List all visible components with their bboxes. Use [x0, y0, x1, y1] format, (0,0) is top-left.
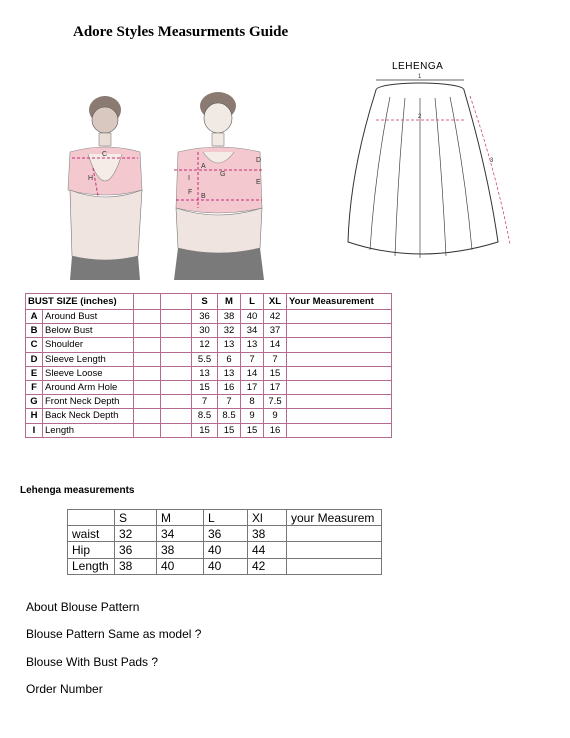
lehenga-diagram-label: LEHENGA [392, 61, 444, 72]
size-s-header: S [192, 294, 218, 310]
front-marker-f: F [188, 189, 193, 196]
table-row: waist 32 34 36 38 [68, 526, 382, 542]
lehenga-skirt-illustration [340, 52, 520, 272]
bust-header-label: BUST SIZE (inches) [26, 294, 134, 310]
question-same-as-model: Blouse Pattern Same as model ? [26, 627, 202, 641]
blouse-back-illustration [58, 88, 153, 280]
your-measurement-header: Your Measurement [287, 294, 392, 310]
table-row: A Around Bust 36 38 40 42 [26, 310, 392, 324]
front-marker-g: G [220, 171, 226, 178]
lehenga-marker-3: 3 [490, 158, 494, 164]
front-marker-a: A [201, 163, 206, 170]
lehenga-measurements-heading: Lehenga measurements [20, 485, 135, 496]
question-bust-pads: Blouse With Bust Pads ? [26, 655, 159, 669]
table-row: D Sleeve Length 5.5 6 7 7 [26, 352, 392, 366]
lehenga-table [67, 509, 382, 575]
table-row: E Sleeve Loose 13 13 14 15 [26, 366, 392, 380]
page-title: Adore Styles Measurments Guide [73, 24, 289, 40]
table-row: G Front Neck Depth 7 7 8 7.5 [26, 395, 392, 409]
back-marker-c: C [102, 151, 108, 158]
back-marker-h: H [88, 175, 94, 182]
size-m-header: M [218, 294, 241, 310]
front-marker-e: E [256, 179, 261, 186]
lehenga-table-header: S M L Xl your Measurem [68, 510, 382, 526]
question-order-number: Order Number [26, 682, 103, 696]
size-xl-header: XL [264, 294, 287, 310]
blouse-front-illustration [168, 88, 293, 280]
table-row: I Length 15 15 15 16 [26, 423, 392, 437]
bust-size-table [25, 293, 392, 438]
question-blouse-pattern: About Blouse Pattern [26, 600, 140, 614]
lehenga-marker-2: 2 [418, 114, 422, 120]
table-row: C Shoulder 12 13 13 14 [26, 338, 392, 352]
front-marker-i: I [188, 175, 190, 182]
size-l-header: L [241, 294, 264, 310]
front-marker-d: D [256, 157, 262, 164]
table-row: Hip 36 38 40 44 [68, 542, 382, 558]
table-row: F Around Arm Hole 15 16 17 17 [26, 380, 392, 394]
lehenga-marker-1: 1 [418, 74, 422, 80]
front-marker-b: B [201, 193, 206, 200]
table-row: Length 38 40 40 42 [68, 558, 382, 574]
table-row: H Back Neck Depth 8.5 8.5 9 9 [26, 409, 392, 423]
bust-table-header [26, 294, 392, 310]
table-row: B Below Bust 30 32 34 37 [26, 324, 392, 338]
